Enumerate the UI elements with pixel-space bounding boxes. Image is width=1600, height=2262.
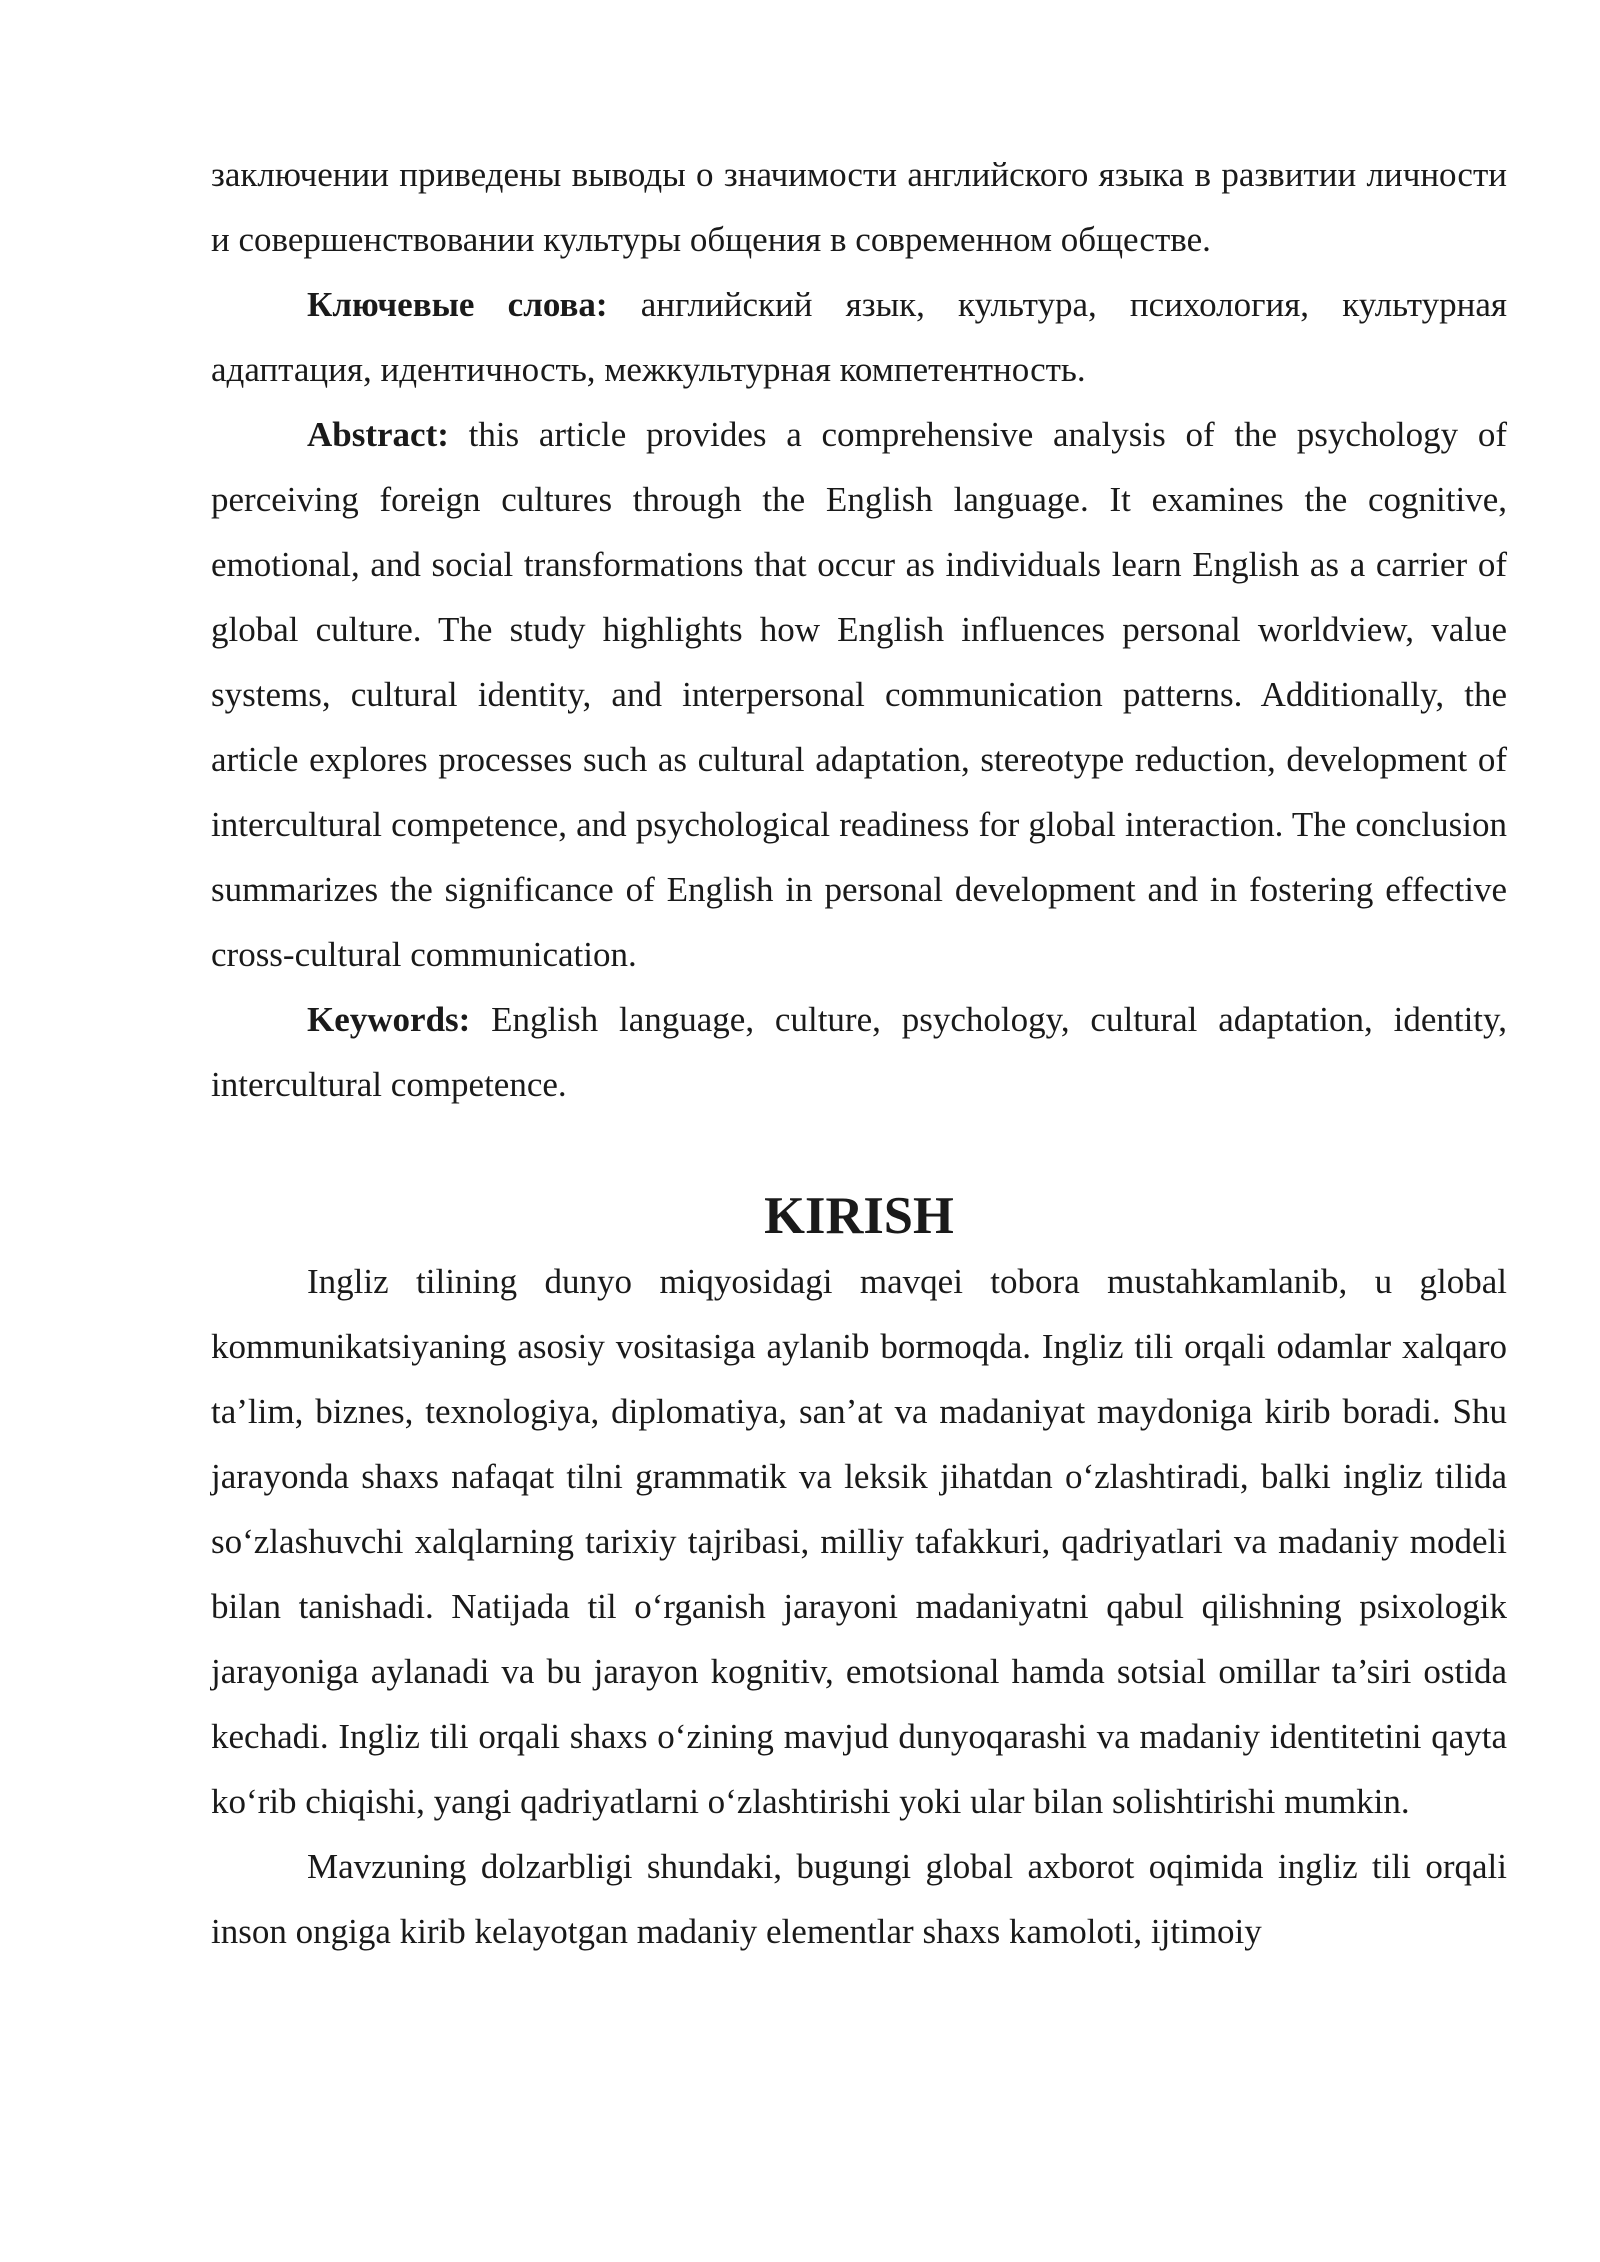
russian-keywords-paragraph xyxy=(211,272,1507,402)
intro-paragraph-1: Ingliz tilining dunyo miqyosidagi mavqei tobora mustahkamlanib, u global kommunikatsiyaning asosiy vositasiga aylanib bormoqda. Ingliz tili orqali odamlar xalqaro ta’lim, biznes, texnologiya, diplomatiya, san’at va madaniyat maydoniga kirib boradi. Shu jarayonda shaxs nafaqat tilni grammatik va leksik jihatdan o‘zlashtiradi, balki ingliz tilida so‘zlashuvchi xalqlarning tarixiy tajribasi, milliy tafakkuri, qadriyatlari va madaniy modeli bilan tanishadi. Natijada til o‘rganish jarayoni madaniyatni qabul qilishning psixologik jarayoniga aylanadi va bu jarayon kognitiv, emotsional hamda sotsial omillar ta’siri ostida kechadi. Ingliz tili orqali shaxs o‘zining mavjud dunyoqarashi va madaniy identitetini qayta ko‘rib chiqishi, yangi qadriyatlarni o‘zlashtirishi yoki ular bilan solishtirishi mumkin. xyxy=(211,1262,1507,1821)
english-abstract-paragraph xyxy=(211,402,1507,987)
document-page xyxy=(211,142,1507,1964)
russian-keywords-text: английский язык, культура, психология, культурная адаптация, идентичность, межкультурная компетентность. xyxy=(211,285,1507,389)
intro-paragraph-2: Mavzuning dolzarbligi shundaki, bugungi global axborot oqimida ingliz tili orqali inson ongiga kirib kelayotgan madaniy elementlar shaxs kamoloti, ijtimoiy xyxy=(211,1847,1507,1951)
keywords-text: English language, culture, psychology, cultural adaptation, identity, intercultural competence. xyxy=(211,1000,1507,1104)
section-heading-kirish: KIRISH xyxy=(764,1187,954,1245)
abstract-label: Abstract: xyxy=(307,415,449,454)
russian-abstract-ending: заключении приведены выводы о значимости английского языка в развитии личности и совершенствовании культуры общения в современном обществе. xyxy=(211,155,1507,259)
keywords-label: Keywords: xyxy=(307,1000,471,1039)
russian-keywords-label: Ключевые слова: xyxy=(307,285,608,324)
english-keywords-paragraph xyxy=(211,987,1507,1117)
abstract-text: this article provides a comprehensive analysis of the psychology of perceiving foreign cultures through the English language. It examines the cognitive, emotional, and social transformations that occur as individuals learn English as a carrier of global culture. The study highlights how English influences personal worldview, value systems, cultural identity, and interpersonal communication patterns. Additionally, the article explores processes such as cultural adaptation, stereotype reduction, development of intercultural competence, and psychological readiness for global interaction. The conclusion summarizes the significance of English in personal development and in fostering effective cross-cultural communication. xyxy=(211,415,1507,974)
